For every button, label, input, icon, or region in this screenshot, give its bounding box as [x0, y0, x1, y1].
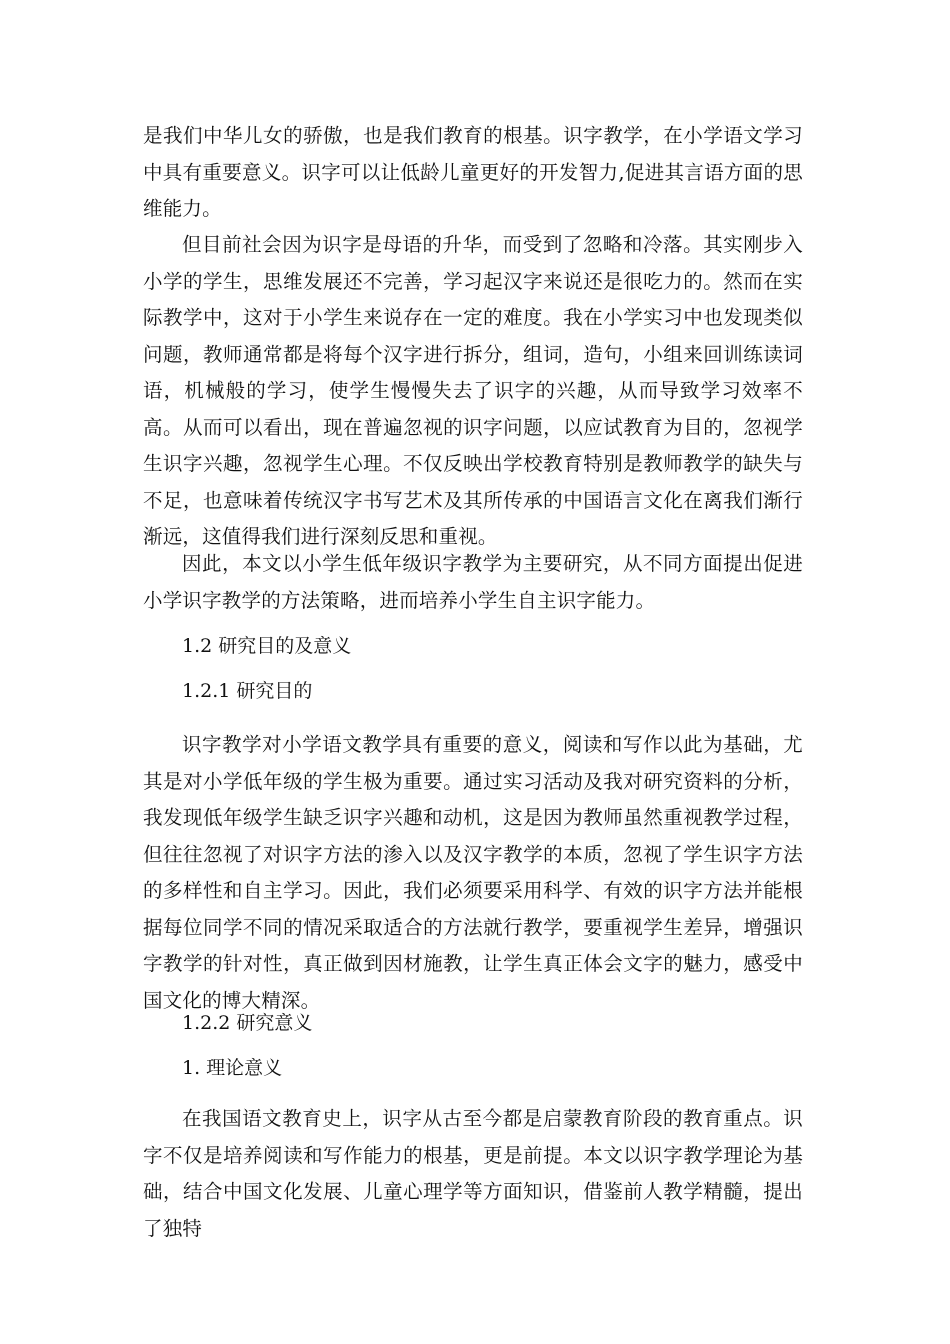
- paragraph-theoretical-significance: 在我国语文教育史上，识字从古至今都是启蒙教育阶段的教育重点。识字不仅是培养阅读和写作能力的根基，更是前提。本文以识字教学理论为基础，结合中国文化发展、儿童心理学等方面知识，借鉴前人教学精髓，提出了独特: [143, 1107, 803, 1240]
- paragraph-intro-continued: 是我们中华儿女的骄傲，也是我们教育的根基。识字教学，在小学语文学习中具有重要意义。识字可以让低龄儿童更好的开发智力,促进其言语方面的思维能力。: [143, 124, 803, 220]
- list-item-theoretical-significance: 1. 理论意义: [182, 1057, 283, 1079]
- paragraph-therefore: 因此，本文以小学生低年级识字教学为主要研究，从不同方面提出促进小学识字教学的方法策略，进而培养小学生自主识字能力。: [143, 552, 803, 612]
- paragraph-current-situation: 但目前社会因为识字是母语的升华，而受到了忽略和冷落。其实刚步入小学的学生，思维发展还不完善，学习起汉字来说还是很吃力的。然而在实际教学中，这对于小学生来说存在一定的难度。我在小学实习中也发现类似问题，教师通常都是将每个汉字进行拆分，组词，造句，小组来回训练读词语，机械般的学习，使学生慢慢失去了识字的兴趣，从而导致学习效率不高。从而可以看出，现在普遍忽视的识字问题，以应试教育为目的，忽视学生识字兴趣，忽视学生心理。不仅反映出学校教育特别是教师教学的缺失与不足，也意味着传统汉字书写艺术及其所传承的中国语言文化在离我们渐行渐远，这值得我们进行深刻反思和重视。: [143, 233, 803, 548]
- section-heading-1-2-1: 1.2.1 研究目的: [182, 680, 313, 702]
- paragraph-research-purpose: 识字教学对小学语文教学具有重要的意义，阅读和写作以此为基础，尤其是对小学低年级的学生极为重要。通过实习活动及我对研究资料的分析，我发现低年级学生缺乏识字兴趣和动机，这是因为教师虽然重视教学过程，但往往忽视了对识字方法的渗入以及汉字教学的本质，忽视了学生识字方法的多样性和自主学习。因此，我们必须要采用科学、有效的识字方法并能根据每位同学不同的情况采取适合的方法就行教学，要重视学生差异，增强识字教学的针对性，真正做到因材施教，让学生真正体会文字的魅力，感受中国文化的博大精深。: [143, 733, 803, 1012]
- section-heading-1-2-2: 1.2.2 研究意义: [182, 1012, 313, 1034]
- section-heading-1-2: 1.2 研究目的及意义: [182, 635, 352, 657]
